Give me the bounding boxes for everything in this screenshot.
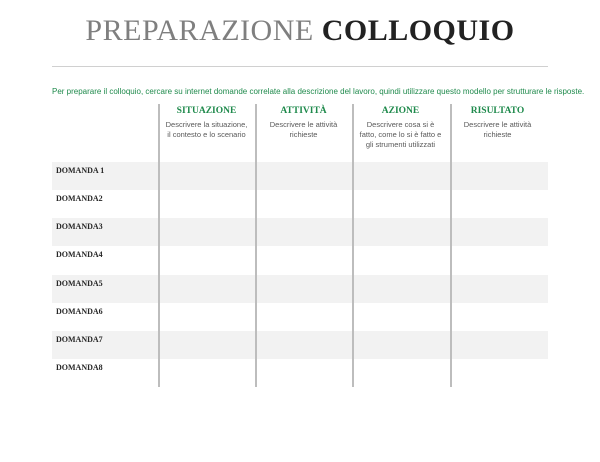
row-label: DOMANDA 1 (56, 166, 105, 175)
row-label: DOMANDA7 (56, 335, 103, 344)
column-title: SITUAZIONE (176, 106, 237, 116)
column-description: Descrivere cosa si è fatto, come lo si è fatto e gli strumenti utilizzati (359, 120, 442, 149)
column-divider (352, 104, 354, 387)
table-row (52, 359, 548, 387)
table-row (52, 331, 548, 359)
title-light: PREPARAZIONE (85, 14, 314, 47)
row-label: DOMANDA6 (56, 307, 103, 316)
column-description: Descrivere le attività richieste (269, 120, 338, 139)
column-divider (450, 104, 452, 387)
column-header-risultato (450, 104, 545, 140)
table-row (52, 303, 548, 331)
intro-text: Per preparare il colloquio, cercare su internet domande correlate alla descrizione del lavoro, quindi utilizzare questo modello per strutturare le risposte. (52, 87, 585, 96)
row-label: DOMANDA2 (56, 194, 103, 203)
title-bold: COLLOQUIO (321, 14, 515, 47)
column-title: AZIONE (381, 106, 420, 116)
table-row (52, 190, 548, 218)
page-title (0, 14, 600, 48)
column-description: Descrivere le attività richieste (463, 120, 532, 139)
row-label: DOMANDA3 (56, 222, 103, 231)
row-label: DOMANDA4 (56, 250, 103, 259)
title-divider (52, 66, 548, 67)
column-divider (255, 104, 257, 387)
table-row (52, 162, 548, 190)
column-header-situazione (159, 104, 254, 140)
column-title: ATTIVITÀ (280, 106, 327, 116)
table-row (52, 218, 548, 246)
table-row (52, 246, 548, 274)
row-label: DOMANDA8 (56, 363, 103, 372)
table-row (52, 275, 548, 303)
column-header-azione (353, 104, 448, 150)
column-description: Descrivere la situazione, il contesto e lo scenario (165, 120, 248, 139)
column-divider (158, 104, 160, 387)
row-label: DOMANDA5 (56, 279, 103, 288)
column-title: RISULTATO (470, 106, 525, 116)
column-header-attivita (256, 104, 351, 140)
